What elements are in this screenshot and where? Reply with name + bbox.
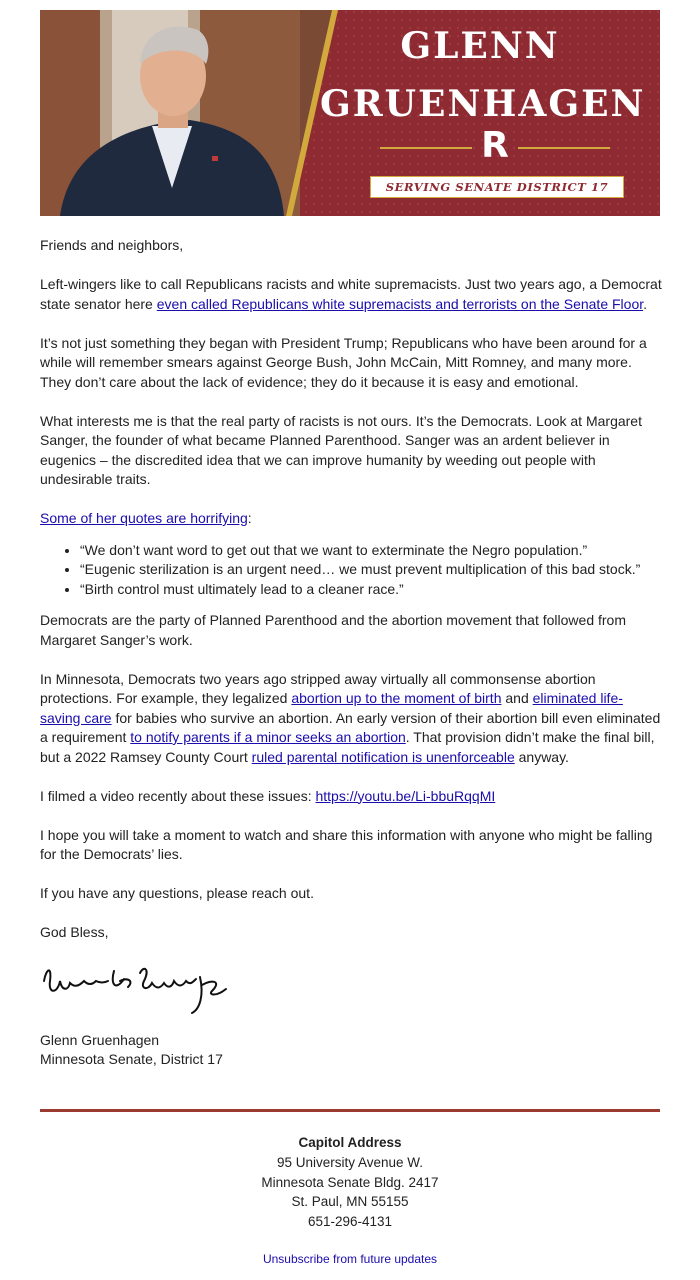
paragraph-8: If you have any questions, please reach out. bbox=[40, 885, 314, 901]
greeting: Friends and neighbors, bbox=[40, 237, 184, 253]
paragraph-5: In Minnesota, Democrats two years ago stripped away virtually all commonsense abortion protections. For example, they legalized abortion up to the moment of birth and eliminated life-saving care for babies who survive an abortion. An early version of their abortion bill even eliminated a requirement to notify parents if a minor seeks an abortion. That provision didn’t make the final bill, but a 2022 Ramsey County Court ruled parental notification is unenforceable anyway. bbox=[40, 670, 661, 765]
paragraph-1: Left-wingers like to call Republicans racists and white supremacists. Just two years ago, a Democrat state senator here even called Republicans white supremacists and terrorists on the Senate Floor. bbox=[40, 276, 662, 312]
quotes-list bbox=[40, 541, 662, 600]
signature-block bbox=[40, 1031, 662, 1070]
life-saving-care-link[interactable]: eliminated life-saving care bbox=[40, 690, 623, 726]
portrait-photo bbox=[40, 10, 332, 216]
district-tagline: SERVING SENATE DISTRICT 17 bbox=[370, 176, 624, 198]
unsubscribe bbox=[40, 1251, 660, 1267]
paragraph-3: What interests me is that the real party of racists is not ours. It’s the Democrats. Look at Margaret Sanger, the founder of what became Planned Parenthood. Sanger was an ardent believer in eugenics – the discredited idea that we can improve humanity by weeding out people with undesirable traits. bbox=[40, 412, 642, 487]
abortion-birth-link[interactable]: abortion up to the moment of birth bbox=[291, 690, 502, 706]
quote-item: • “Birth control must ultimately lead to a cleaner race.” bbox=[80, 580, 662, 600]
quote-item: • “Eugenic sterilization is an urgent need… we must prevent multiplication of this bad stock.” bbox=[80, 560, 662, 580]
quote-item: • “We don’t want word to get out that we want to exterminate the Negro population.” bbox=[80, 541, 662, 561]
signer-name: Glenn Gruenhagen bbox=[40, 1031, 160, 1048]
banner-name-last: GRUENHAGEN bbox=[320, 83, 646, 125]
address-line: Minnesota Senate Bldg. 2417 bbox=[261, 1174, 439, 1190]
footer-divider bbox=[40, 1109, 660, 1112]
signer-title: Minnesota Senate, District 17 bbox=[40, 1051, 223, 1067]
banner-name-first: GLENN bbox=[400, 25, 560, 67]
address-line: 95 University Avenue W. bbox=[276, 1154, 424, 1170]
address-title: Capitol Address bbox=[298, 1135, 402, 1150]
quotes-link[interactable]: Some of her quotes are horrifying bbox=[40, 510, 248, 526]
parental-notification-link[interactable]: ruled parental notification is unenforceable bbox=[251, 748, 515, 765]
letter-body bbox=[40, 236, 662, 1070]
banner-rule-right bbox=[518, 147, 610, 149]
footer-address bbox=[40, 1133, 660, 1232]
paragraph-2: It’s not just something they began with President Trump; Republicans who have been around for a while will remember smears against George Bush, John McCain, Mitt Romney, and many more. They don’t care about the lack of evidence; they do it because it is easy and emotional. bbox=[40, 334, 647, 390]
notify-parents-link[interactable]: to notify parents if a minor seeks an abortion bbox=[130, 729, 406, 745]
banner-rule-left bbox=[380, 147, 472, 149]
address-line: St. Paul, MN 55155 bbox=[291, 1194, 409, 1210]
senate-floor-link[interactable]: even called Republicans white supremacists and terrorists on the Senate Floor bbox=[156, 295, 644, 312]
handwritten-signature bbox=[40, 951, 662, 1021]
video-link[interactable]: https://youtu.be/Li-bbuRqqMI bbox=[315, 787, 496, 804]
quotes-intro: Some of her quotes are horrifying: bbox=[40, 510, 252, 526]
unsubscribe-link[interactable]: Unsubscribe from future updates bbox=[262, 1252, 438, 1266]
header-banner bbox=[40, 10, 660, 216]
republican-logo-icon: R bbox=[481, 125, 509, 166]
closing: God Bless, bbox=[40, 924, 109, 940]
paragraph-4: Democrats are the party of Planned Parenthood and the abortion movement that followed from Margaret Sanger’s work. bbox=[40, 612, 627, 648]
phone-number: 651-296-4131 bbox=[307, 1214, 393, 1230]
paragraph-6: I filmed a video recently about these issues: https://youtu.be/Li-bbuRqqMI bbox=[40, 787, 496, 804]
paragraph-7: I hope you will take a moment to watch and share this information with anyone who might be falling for the Democrats’ lies. bbox=[40, 826, 653, 862]
